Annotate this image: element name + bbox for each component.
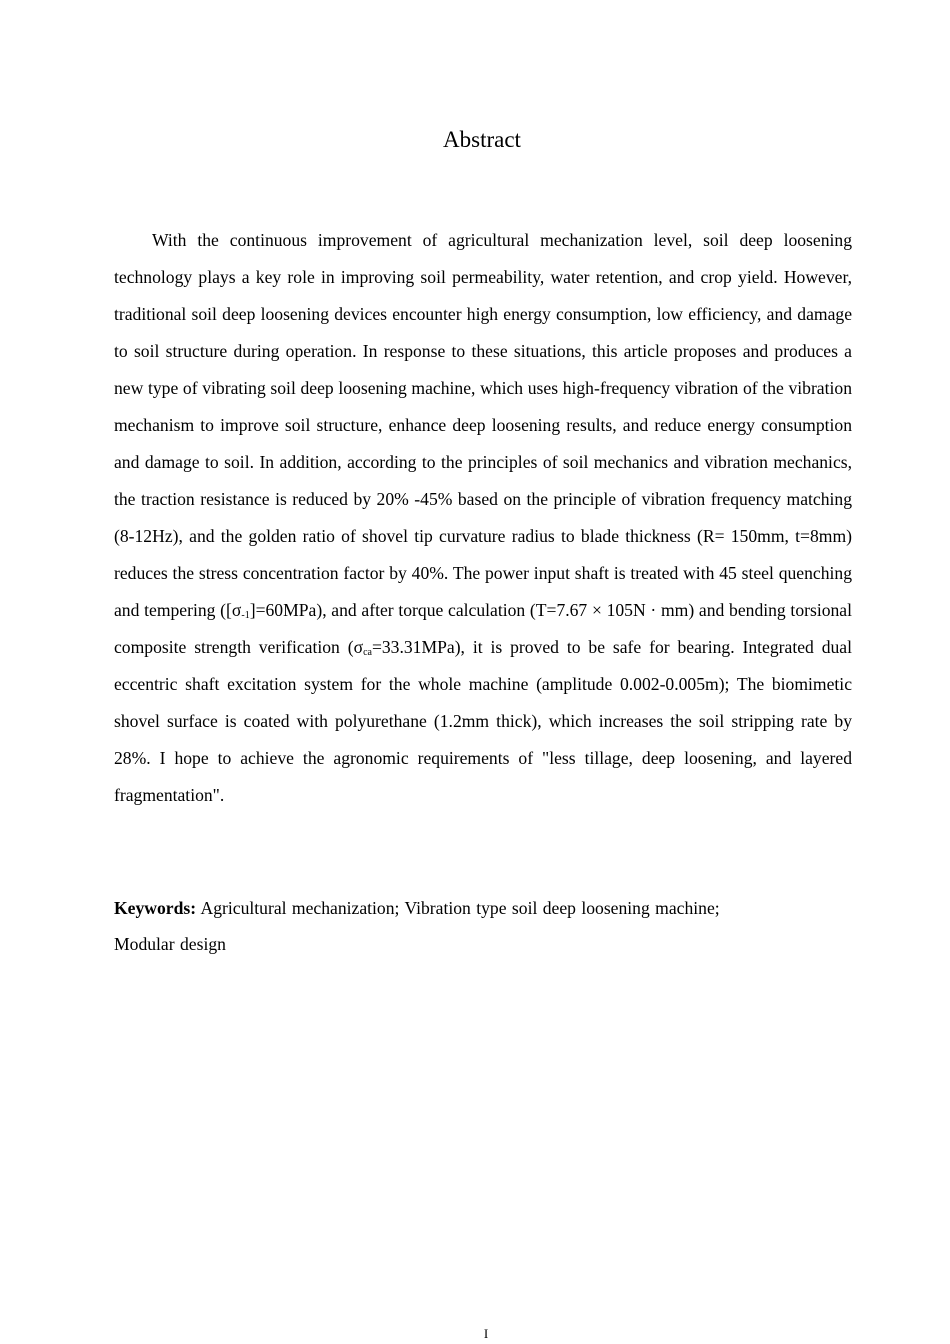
keywords-text: Agricultural mechanization; Vibration type soil deep loosening machine; [200,898,720,918]
sigma-subscript-minus-one: -1 [241,610,250,621]
abstract-text-part-3: =33.31MPa), it is proved to be safe for bearing. Integrated dual eccentric shaft excitation system for the whole machine (amplitude 0.002-0.005m); The biomimetic shovel surface is coated with polyurethane (1.2mm thick), which increases the soil stripping rate by 28%. I hope to achieve the agronomic requirements of "less tillage, deep loosening, and layered fragmentation". [114,637,852,805]
abstract-paragraph [114,222,852,814]
keywords-label: Keywords: [114,898,197,918]
sigma-subscript-ca: ca [363,647,372,658]
keywords-section [114,890,794,962]
abstract-text-part-1: With the continuous improvement of agricultural mechanization level, soil deep loosening technology plays a key role in improving soil permeability, water retention, and crop yield. However, traditional soil deep loosening devices encounter high energy consumption, low efficiency, and damage to soil structure during operation. In response to these situations, this article proposes and produces a new type of vibrating soil deep loosening machine, which uses high-frequency vibration of the vibration mechanism to improve soil structure, enhance deep loosening results, and reduce energy consumption and damage to soil. In addition, according to the principles of soil mechanics and vibration mechanics, the traction resistance is reduced by 20% -45% based on the principle of vibration frequency matching (8-12Hz), and the golden ratio of shovel tip curvature radius to blade thickness (R= 150mm, t=8mm) reduces the stress concentration factor by 40%. The power input shaft is treated with 45 steel quenching and tempering ([σ [114,230,852,620]
abstract-text-part-2: ]=60MPa), and after torque calculation (T=7.67 × 105N · mm) and bending torsional composite strength verification (σ [114,600,853,657]
keywords-text-line-2: Modular design [114,934,226,954]
page-number: I [483,1326,489,1341]
abstract-title: Abstract [443,127,521,152]
